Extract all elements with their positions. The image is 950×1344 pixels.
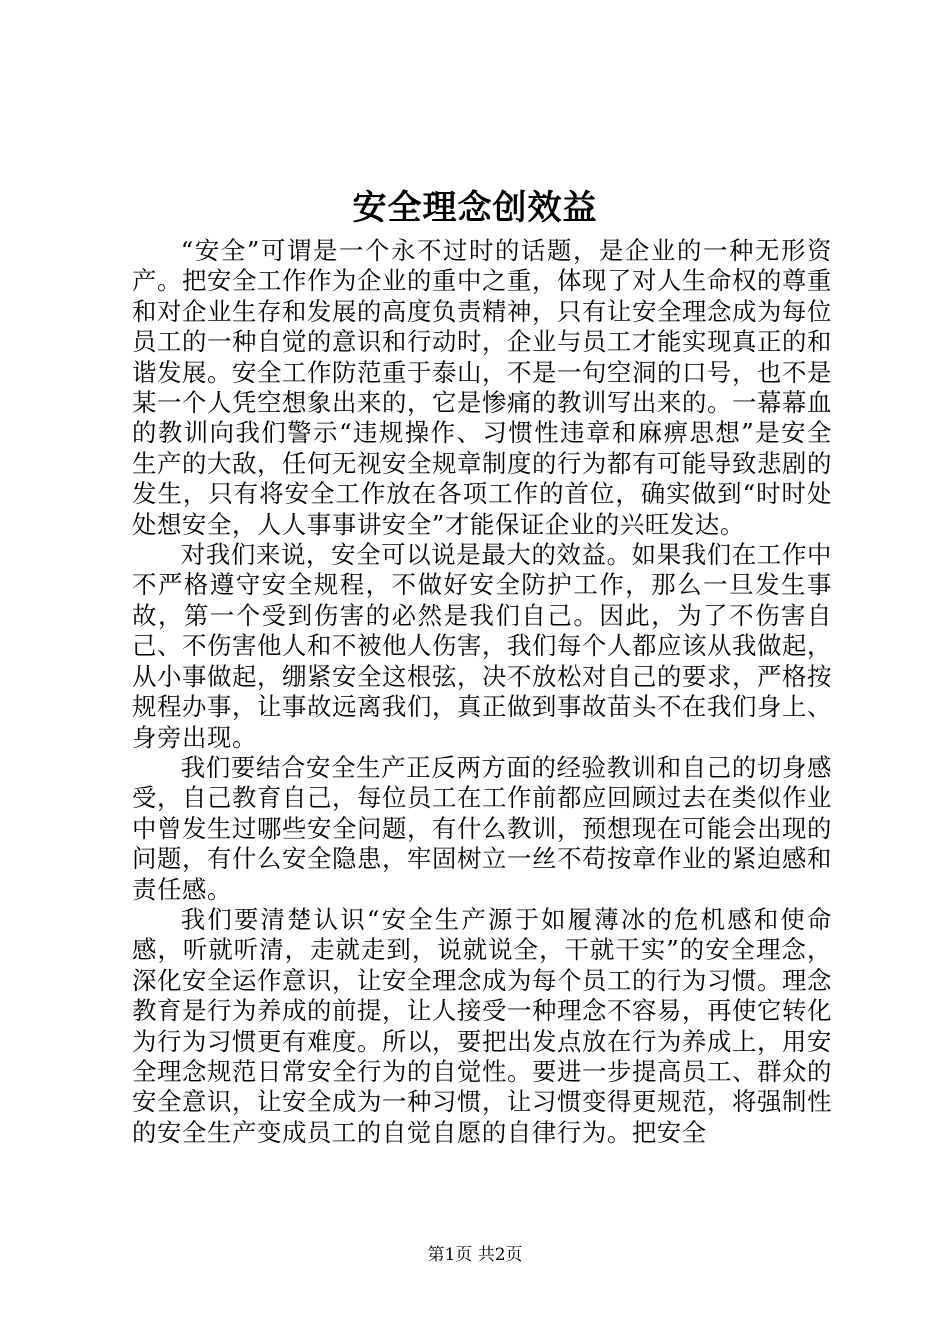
document-body: [132, 236, 832, 1148]
paragraph-3: 我们要结合安全生产正反两方面的经验教训和自己的切身感受，自己教育自己，每位员工在工作前都应回顾过去在类似作业中曾发生过哪些安全问题，有什么教训，预想现在可能会出现的问题，有什么安全隐患，牢固树立一丝不苟按章作业的紧迫感和责任感。: [132, 752, 832, 904]
paragraph-4: 我们要清楚认识“安全生产源于如履薄冰的危机感和使命感，听就听清，走就走到，说就说全，干就干实”的安全理念，深化安全运作意识，让安全理念成为每个员工的行为习惯。理念教育是行为养成的前提，让人接受一种理念不容易，再使它转化为行为习惯更有难度。所以，要把出发点放在行为养成上，用安全理念规范日常安全行为的自觉性。要进一步提高员工、群众的安全意识，让安全成为一种习惯，让习惯变得更规范，将强制性的安全生产变成员工的自觉自愿的自律行为。把安全: [132, 904, 832, 1147]
paragraph-2: 对我们来说，安全可以说是最大的效益。如果我们在工作中不严格遵守安全规程，不做好安全防护工作，那么一旦发生事故，第一个受到伤害的必然是我们自己。因此，为了不伤害自己、不伤害他人和不被他人伤害，我们每个人都应该从我做起，从小事做起，绷紧安全这根弦，决不放松对自己的要求，严格按规程办事，让事故远离我们，真正做到事故苗头不在我们身上、身旁出现。: [132, 540, 832, 752]
paragraph-1: “安全”可谓是一个永不过时的话题，是企业的一种无形资产。把安全工作作为企业的重中之重，体现了对人生命权的尊重和对企业生存和发展的高度负责精神，只有让安全理念成为每位员工的一种自觉的意识和行动时，企业与员工才能实现真正的和谐发展。安全工作防范重于泰山，不是一句空洞的口号，也不是某一个人凭空想象出来的，它是惨痛的教训写出来的。一幕幕血的教训向我们警示“违规操作、习惯性违章和麻痹思想”是安全生产的大敌，任何无视安全规章制度的行为都有可能导致悲剧的发生，只有将安全工作放在各项工作的首位，确实做到“时时处处想安全，人人事事讲安全”才能保证企业的兴旺发达。: [132, 236, 832, 539]
page-number-footer: 第1页 共2页: [427, 1245, 523, 1265]
document-title: 安全理念创效益: [352, 188, 598, 228]
